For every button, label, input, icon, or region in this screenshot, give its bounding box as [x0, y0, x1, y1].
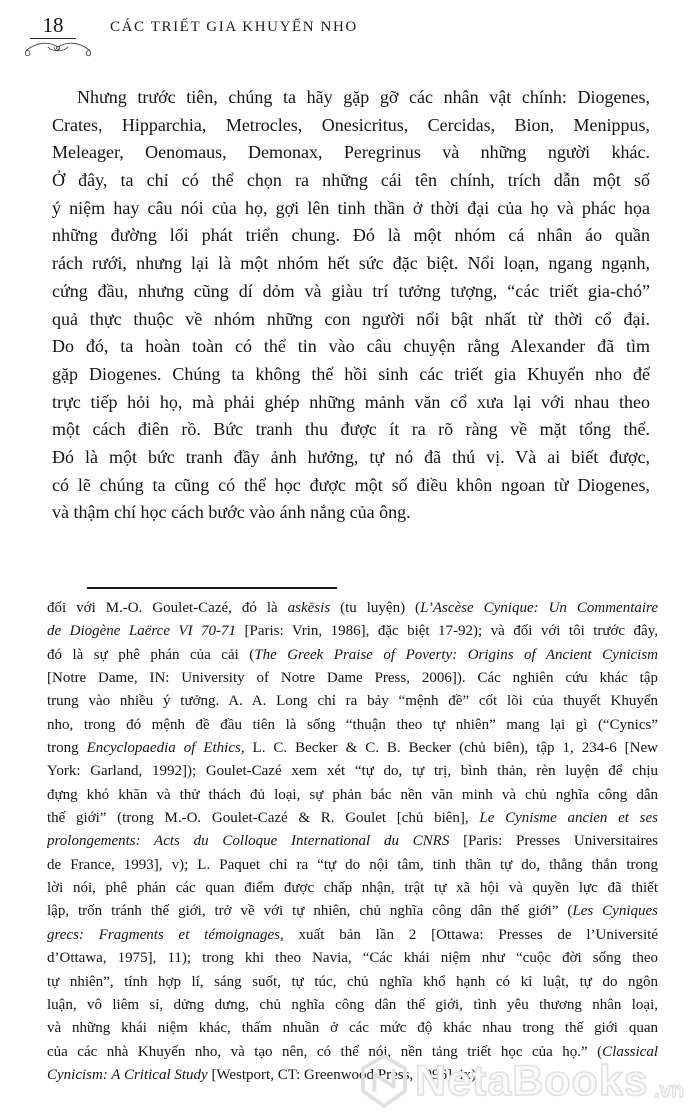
footnote-line — [47, 854, 658, 877]
footnote-line — [47, 784, 658, 807]
body-line — [52, 333, 650, 361]
text-run: đựng khó khăn và thử thách đủ loại, sự phản bác nền văn minh và chủ nghĩa công dân — [47, 786, 658, 803]
body-line — [52, 167, 650, 195]
italic-text: L’Ascèse Cynique: Un Commentaire — [420, 600, 658, 616]
italic-text: The Greek Praise of Poverty: Origins of Ancient Cynicism — [254, 646, 658, 663]
text-run: de France, 1993], v); L. Paquet chỉ ra “tự do nội tâm, tinh thần tự do, thẳng thắn trong — [47, 856, 658, 873]
italic-text: Classical — [602, 1043, 658, 1060]
footnote-line — [47, 737, 658, 760]
footnote-line — [47, 760, 658, 783]
text-run: Đó là một bức tranh đầy ảnh hưởng, tự nó đã thú vị. Và ai biết được, — [52, 446, 650, 467]
body-line — [52, 222, 650, 250]
footnote-line — [47, 690, 658, 713]
page-number: 18 — [30, 13, 76, 39]
italic-text: Cynicism: A Critical Study — [47, 1066, 208, 1083]
text-run: có lẽ chúng ta cũng có thể học được một số điều khôn ngoan từ Diogenes, — [52, 474, 650, 495]
text-run: Ở đây, ta chỉ có thể chọn ra những cái tên chính, trích dẫn một số — [52, 170, 650, 191]
text-run: cứng đầu, nhưng cũng dí dỏm và giàu trí tưởng tượng, “các triết gia-chó” — [52, 280, 650, 301]
text-run: [Westport, CT: Greenwood Press, 1996], ix). — [207, 1066, 480, 1083]
body-line — [52, 250, 650, 278]
body-line — [52, 278, 650, 306]
body-line — [52, 361, 650, 389]
footnote-line — [47, 667, 658, 690]
text-run: [Paris: Presses Universitaires — [449, 833, 658, 850]
body-line — [52, 139, 650, 167]
footnote-line — [47, 597, 658, 620]
text-run: gặp Diogenes. Chúng ta không thể hồi sinh các triết gia Khuyển nho để — [52, 363, 650, 384]
text-run: , xuất bản lần 2 [Ottawa: Presses de l’Université — [280, 926, 658, 943]
text-run: và những khái niệm khác, thấm nhuần ở các mức độ khác nhau trong thế giới quan — [47, 1020, 658, 1037]
italic-text: Encyclopaedia of Ethics — [86, 740, 241, 757]
body-line — [52, 195, 650, 223]
text-run: [Notre Dame, IN: University of Notre Dame Press, 2006]). Các nghiên cứu khác tập — [47, 670, 658, 687]
text-run: Crates, Hipparchia, Metrocles, Onesicritus, Cercidas, Bion, Menippus, — [52, 114, 650, 135]
text-run: tự nhiên”, tính hợp lí, sáng suốt, tự túc, chủ nghĩa khổ hạnh có kỉ luật, tự do ngôn — [47, 973, 658, 990]
header-flourish-icon — [20, 39, 96, 57]
footnote-line — [47, 947, 658, 970]
text-run: của các nhà Khuyển nho, và tạo nên, có thể nói, nền tảng triết học của họ.” ( — [47, 1043, 603, 1060]
body-line — [52, 389, 650, 417]
italic-text: Le Cynisme ancien et ses — [479, 810, 658, 827]
italic-text: Les Cyniques — [572, 903, 658, 920]
footnote-line — [47, 971, 658, 994]
text-run: trực tiếp hỏi họ, mà phải ghép những mảnh văn cổ xưa lại với nhau theo — [52, 391, 650, 412]
watermark-brand: NetaBooks — [415, 1057, 649, 1105]
text-run: đối với M.-O. Goulet-Cazé, đó là — [47, 600, 288, 616]
text-run: đó là sự phê phán của cải ( — [47, 646, 255, 663]
text-run: ý niệm hay câu nói của họ, gợi lên tinh thần ở thời đại của họ và phác họa — [52, 197, 650, 218]
body-line — [52, 472, 650, 500]
running-title: CÁC TRIẾT GIA KHUYỂN NHO — [110, 19, 358, 35]
footnote-line — [47, 644, 658, 667]
text-run: d’Ottawa, 1975], 11); trong khi theo Navia, “Các khái niệm như “cuộc đời sống theo — [47, 950, 658, 967]
italic-text: grecs: Fragments et témoignages — [47, 926, 280, 943]
text-run: , L. C. Becker & C. B. Becker (chủ biên), tập 1, 234-6 [New — [240, 740, 658, 757]
footnote-line — [47, 900, 658, 923]
footnote-line — [47, 924, 658, 947]
body-line — [52, 499, 650, 527]
body-paragraph — [52, 84, 650, 527]
footnote-line — [47, 1041, 658, 1064]
footnote-line — [47, 620, 658, 643]
footnote-line — [47, 877, 658, 900]
text-run: một cách điên rồ. Bức tranh thu được ít ra rõ ràng về mặt tổng thể. — [52, 419, 650, 440]
body-line — [52, 416, 650, 444]
footnote-text — [47, 597, 658, 1087]
text-run: luận, vô liêm sỉ, dửng dưng, chủ nghĩa công dân thế giới, tình yêu thương nhân loại, — [47, 996, 658, 1013]
text-run: lập, trốn tránh thế giới, trở về với tự nhiên, chủ nghĩa công dân thế giới” ( — [47, 903, 573, 920]
footnote-line — [47, 807, 658, 830]
footnote-line — [47, 994, 658, 1017]
text-run: lời nói, phê phán các quan điểm được chấp nhận, trật tự xã hội và quyền lực đã thiết — [47, 880, 658, 897]
footnote-separator — [87, 587, 337, 589]
text-run: những đường lối phát triển chung. Đó là một nhóm cá nhân áo quần — [52, 225, 650, 246]
italic-text: prolongements: Acts du Colloque International du CNRS — [47, 833, 450, 850]
italic-text: askēsis — [287, 600, 331, 616]
footnote-line — [47, 714, 658, 737]
text-run: thế giới” (trong M.-O. Goulet-Cazé & R. Goulet [chủ biên], — [47, 810, 480, 827]
body-line — [52, 84, 650, 112]
body-line — [52, 112, 650, 140]
text-run: York: Garland, 1992]); Goulet-Cazé xem xét “tự do, tự trị, bình thản, rèn luyện để chịu — [47, 763, 658, 780]
text-run: quả thực thuộc về nhóm những con người nổi bật nhất từ thời cổ đại. — [52, 308, 650, 329]
text-run: Do đó, ta hoàn toàn có thể tin vào câu chuyện rằng Alexander đã tìm — [52, 336, 650, 357]
text-run: Nhưng trước tiên, chúng ta hãy gặp gỡ các nhân vật chính: Diogenes, — [77, 87, 650, 107]
text-run: rách rưới, nhưng lại là một nhóm hết sức đặc biệt. Nổi loạn, ngang ngạnh, — [52, 253, 650, 274]
text-run: (tu luyện) ( — [330, 600, 421, 616]
text-run: và thậm chí học cách bước vào ánh nắng của ông. — [52, 502, 411, 523]
italic-text: de Diogène Laërce VI 70-71 — [47, 623, 237, 640]
footnote-line — [47, 1017, 658, 1040]
body-line — [52, 306, 650, 334]
text-run: trung vào nhiều ý tưởng. A. A. Long chỉ ra bảy “mệnh đề” cốt lõi của thuyết Khuyển — [47, 693, 658, 710]
watermark-tld: .vn — [653, 1079, 684, 1102]
footnote-line — [47, 1064, 658, 1087]
footnote-line — [47, 830, 658, 853]
text-run: Meleager, Oenomaus, Demonax, Peregrinus và những người khác. — [52, 142, 650, 163]
text-run: [Paris: Vrin, 1986], đặc biệt 17-92); và đối với tôi trước đây, — [236, 623, 658, 640]
text-run: trong — [47, 740, 87, 757]
text-run: nho, trong đó mệnh đề đầu tiên là sống “thuận theo tự nhiên” mang lại gì (“Cynics” — [47, 716, 658, 733]
body-line — [52, 444, 650, 472]
